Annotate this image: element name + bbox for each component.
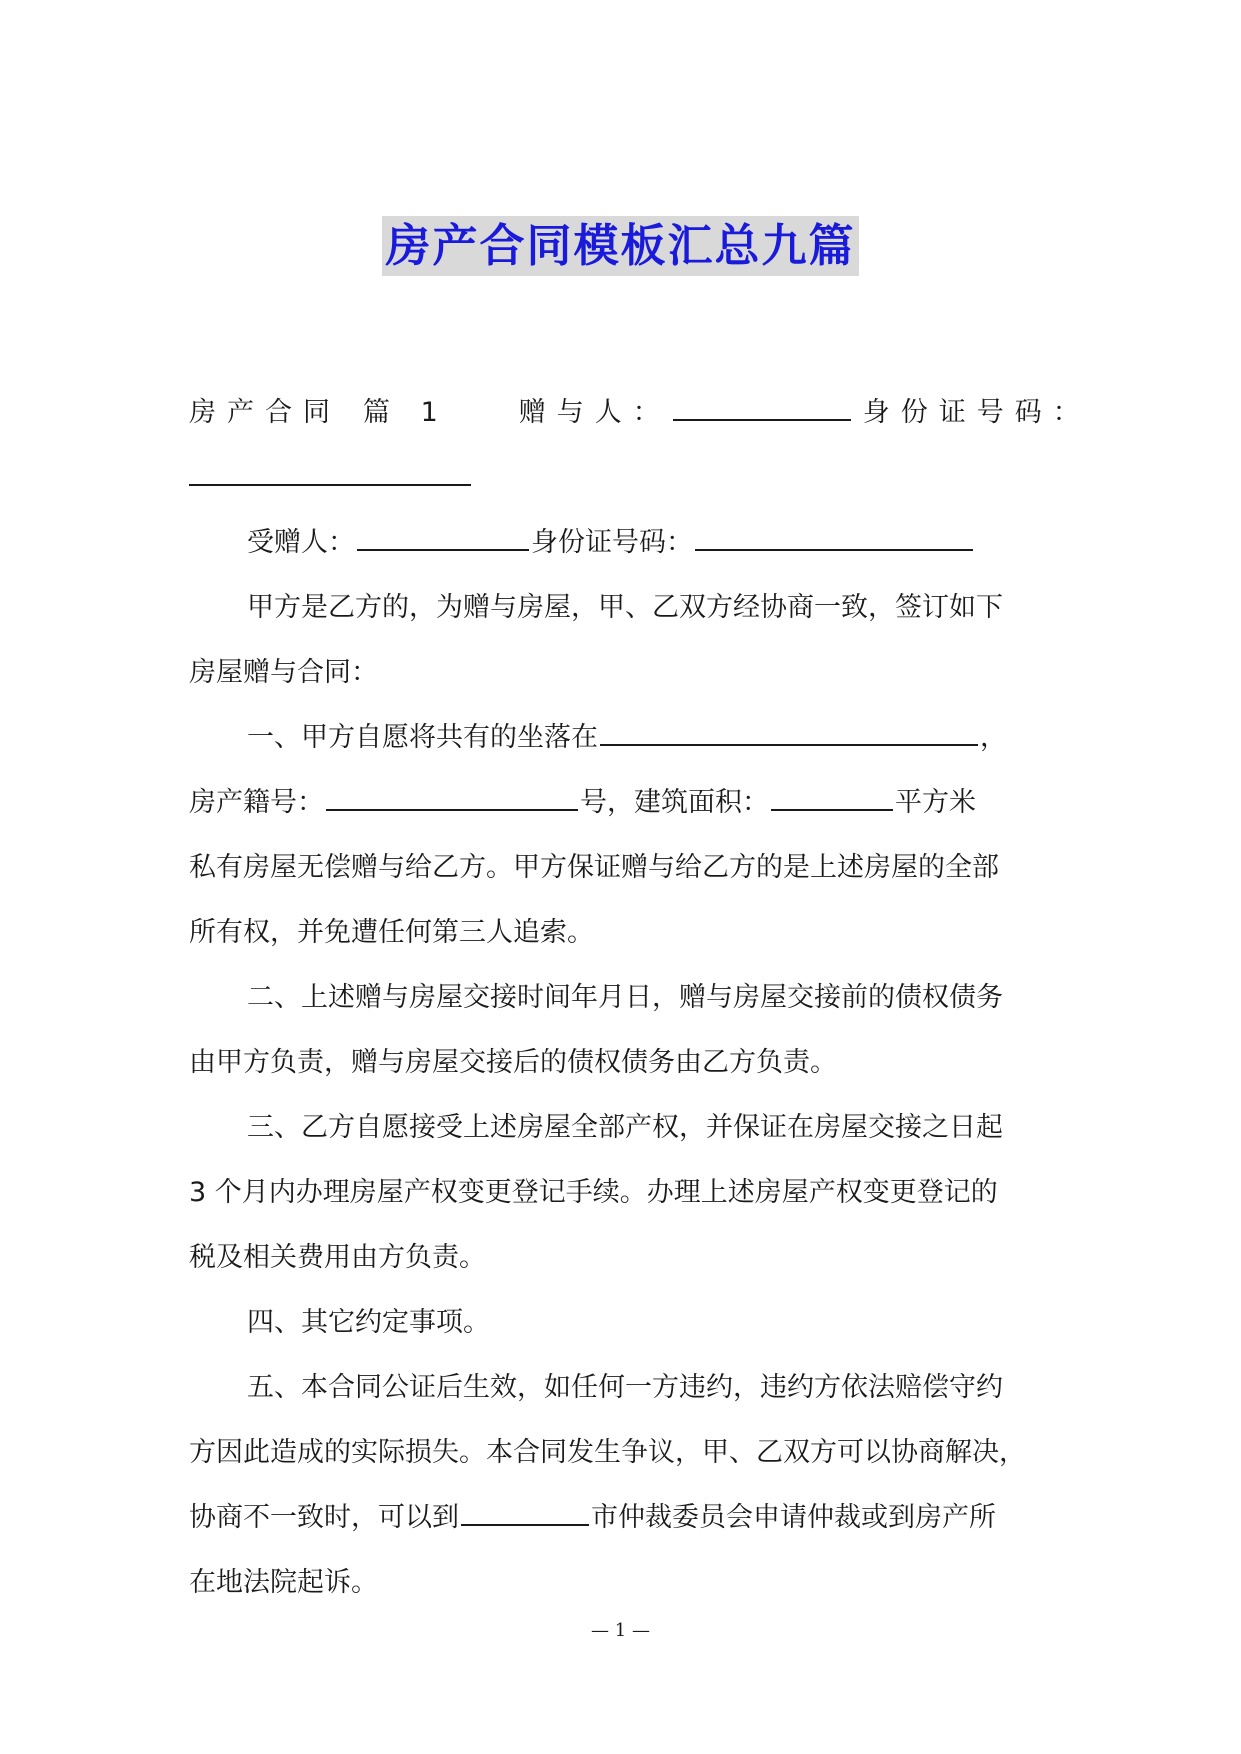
donee-id-label: 身份证号码：	[531, 527, 693, 558]
donor-id-blank	[189, 462, 471, 486]
clause5-line-d: 在地法院起诉。	[189, 1567, 378, 1598]
section-label: 房产合同	[189, 397, 341, 428]
donee-line	[189, 510, 1049, 575]
clause1-a: 一、甲方自愿将共有的坐落在	[247, 722, 598, 753]
clause3-line-c: 税及相关费用由方负责。	[189, 1242, 486, 1273]
clause1-b2: 号，建筑面积：	[580, 787, 769, 818]
title-wrap	[0, 216, 1241, 276]
section-index: 篇 1	[363, 397, 449, 428]
intro-line-1: 甲方是乙方的，为赠与房屋，甲、乙双方经协商一致，签订如下	[247, 592, 1003, 623]
clause1-line-d: 所有权，并免遭任何第三人追索。	[189, 917, 594, 948]
document-body	[189, 380, 1091, 1615]
clause5-line-c	[189, 1485, 1049, 1550]
clause1-b3: 平方米	[895, 787, 976, 818]
clause2-line-a: 二、上述赠与房屋交接时间年月日，赠与房屋交接前的债权债务	[247, 982, 1003, 1013]
clause1-line-b	[189, 770, 1049, 835]
clause1-b1: 房产籍号：	[189, 787, 324, 818]
donor-id-line	[189, 445, 1049, 510]
donor-blank	[673, 397, 851, 421]
clause1-line-c: 私有房屋无偿赠与给乙方。甲方保证赠与给乙方的是上述房屋的全部	[189, 852, 999, 883]
property-no-blank	[326, 787, 578, 811]
document-title: 房产合同模板汇总九篇	[382, 216, 858, 276]
donee-label: 受赠人：	[247, 527, 355, 558]
clause2-line-b: 由甲方负责，赠与房屋交接后的债权债务由乙方负责。	[189, 1047, 837, 1078]
city-blank	[461, 1502, 589, 1526]
donee-blank	[357, 527, 529, 551]
area-blank	[771, 787, 893, 811]
intro-line-2: 房屋赠与合同：	[189, 657, 378, 688]
donor-label: 赠与人：	[518, 397, 671, 428]
clause5-c1: 协商不一致时，可以到	[189, 1502, 459, 1533]
clause5-c2: 市仲裁委员会申请仲裁或到房产所	[591, 1502, 996, 1533]
header-line	[189, 380, 1091, 445]
clause4-line: 四、其它约定事项。	[247, 1307, 490, 1338]
donor-id-label: 身份证号码：	[862, 397, 1091, 428]
donee-id-blank	[695, 527, 973, 551]
page-number: — 1 —	[591, 1620, 650, 1641]
location-blank	[600, 722, 978, 746]
clause3-line-a: 三、乙方自愿接受上述房屋全部产权，并保证在房屋交接之日起	[247, 1112, 1003, 1143]
clause5-line-b: 方因此造成的实际损失。本合同发生争议，甲、乙双方可以协商解决，	[189, 1437, 1026, 1468]
clause5-line-a: 五、本合同公证后生效，如任何一方违约，违约方依法赔偿守约	[247, 1372, 1003, 1403]
clause1-line-a	[189, 705, 1049, 770]
clause1-comma: ，	[980, 722, 1007, 753]
clause3-line-b: 3 个月内办理房屋产权变更登记手续。办理上述房屋产权变更登记的	[189, 1177, 998, 1208]
